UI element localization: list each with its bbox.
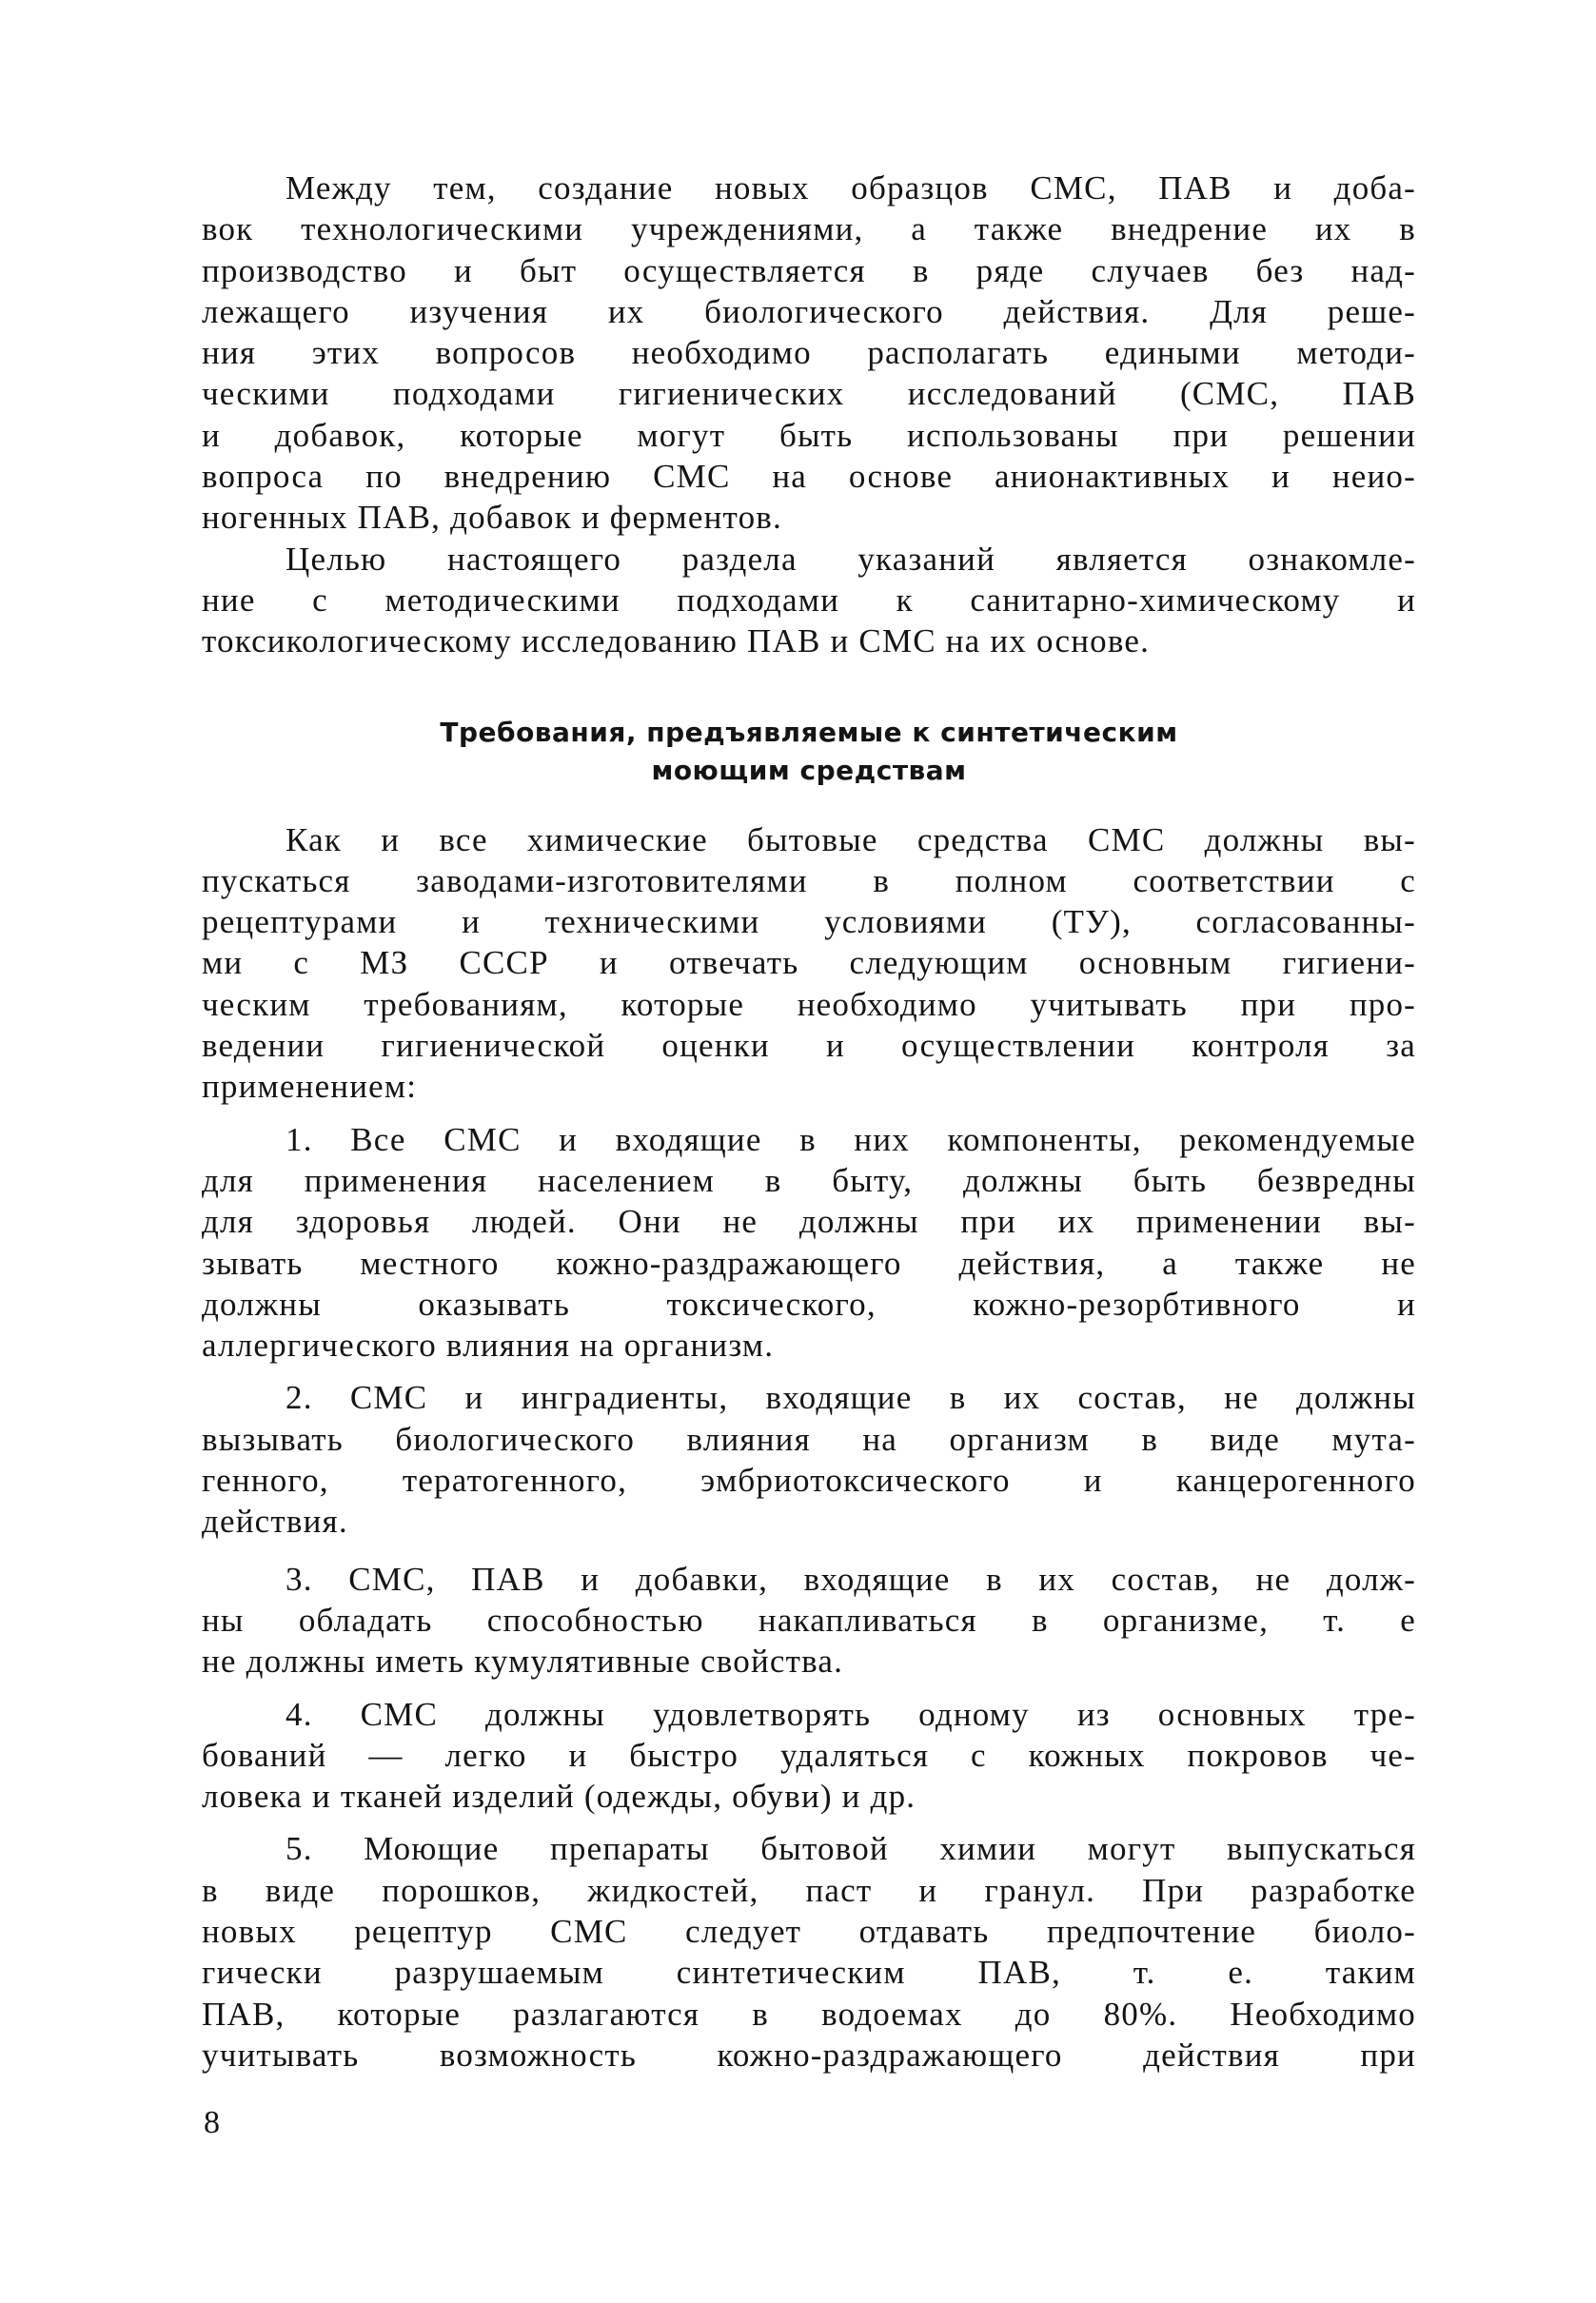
text-line: для применения населением в быту, должны быть безвредны — [202, 1161, 1416, 1199]
paragraph-requirements-intro — [202, 819, 1416, 1108]
text-line: лежащего изучения их биологического действия. Для реше- — [202, 292, 1416, 330]
page-number: 8 — [204, 2105, 220, 2140]
text-line: ческими подходами гигиенических исследований (СМС, ПАВ — [202, 375, 1416, 413]
heading-line: моющим средствам — [651, 754, 967, 786]
text-line: 1. Все СМС и входящие в них компоненты, рекомендуемые — [286, 1120, 1416, 1158]
text-line: Как и все химические бытовые средства СМС должны вы- — [286, 820, 1416, 858]
text-line: вопроса по внедрению СМС на основе анионактивных и неио- — [202, 458, 1416, 496]
requirement-item-1 — [202, 1119, 1416, 1367]
text-line: ПАВ, которые разлагаются в водоемах до 80%. Необходимо — [202, 1995, 1416, 2033]
requirement-item-3 — [202, 1559, 1416, 1683]
text-line: бований — легко и быстро удаляться с кожных покровов че- — [202, 1736, 1416, 1774]
text-line: для здоровья людей. Они не должны при их применении вы- — [202, 1203, 1416, 1241]
text-line: гически разрушаемым синтетическим ПАВ, т. е. таким — [202, 1954, 1416, 1992]
text-line: не должны иметь кумулятивные свойства. — [202, 1643, 844, 1681]
text-line: токсикологическому исследованию ПАВ и СМС на их основе. — [202, 622, 1151, 660]
text-line: ния этих вопросов необходимо располагать едиными методи- — [202, 334, 1416, 372]
requirement-item-5 — [202, 1828, 1416, 2076]
section-heading — [202, 714, 1416, 790]
document-page — [202, 167, 1416, 2076]
requirement-item-4 — [202, 1694, 1416, 1818]
text-line: генного, тератогенного, эмбриотоксического и канцерогенного — [202, 1462, 1416, 1500]
text-line: в виде порошков, жидкостей, паст и гранул. При разработке — [202, 1871, 1416, 1909]
text-line: аллергического влияния на организм. — [202, 1327, 775, 1365]
text-line: производство и быт осуществляется в ряде случаев без над- — [202, 251, 1416, 289]
text-line: ны обладать способностью накапливаться в организме, т. е — [202, 1601, 1416, 1639]
text-line: Между тем, создание новых образцов СМС, ПАВ и доба- — [286, 169, 1416, 207]
text-line: и добавок, которые могут быть использованы при решении — [202, 416, 1416, 454]
text-line: 5. Моющие препараты бытовой химии могут выпускаться — [286, 1830, 1416, 1868]
text-line: должны оказывать токсического, кожно-резорбтивного и — [202, 1285, 1416, 1323]
text-line: новых рецептур СМС следует отдавать предпочтение биоло- — [202, 1912, 1416, 1950]
text-line: 2. СМС и инградиенты, входящие в их состав, не должны — [286, 1379, 1416, 1417]
text-line: ловека и тканей изделий (одежды, обуви) и др. — [202, 1778, 916, 1816]
text-line: ние с методическими подходами к санитарно-химическому и — [202, 581, 1416, 619]
text-line: 3. СМС, ПАВ и добавки, входящие в их состав, не долж- — [286, 1560, 1416, 1598]
requirement-item-2 — [202, 1377, 1416, 1542]
text-line: зывать местного кожно-раздражающего действия, а также не — [202, 1244, 1416, 1282]
text-line: Целью настоящего раздела указаний является ознакомле- — [286, 540, 1416, 578]
text-line: ведении гигиенической оценки и осуществлении контроля за — [202, 1027, 1416, 1065]
heading-line: Требования, предъявляемые к синтетическим — [440, 716, 1178, 748]
text-line: учитывать возможность кожно-раздражающего действия при — [202, 2036, 1416, 2074]
paragraph-purpose — [202, 539, 1416, 662]
text-line: ногенных ПАВ, добавок и ферментов. — [202, 499, 782, 537]
text-line: ми с МЗ СССР и отвечать следующим основным гигиени- — [202, 944, 1416, 982]
text-line: действия. — [202, 1503, 348, 1541]
text-line: пускаться заводами-изготовителями в полном соответствии с — [202, 861, 1416, 899]
paragraph-intro — [202, 167, 1416, 539]
text-line: рецептурами и техническими условиями (ТУ), согласованны- — [202, 903, 1416, 941]
text-line: ческим требованиям, которые необходимо учитывать при про- — [202, 985, 1416, 1023]
text-line: 4. СМС должны удовлетворять одному из основных тре- — [286, 1695, 1416, 1733]
text-line: применением: — [202, 1068, 418, 1106]
text-line: вок технологическими учреждениями, а также внедрение их в — [202, 210, 1416, 248]
text-line: вызывать биологического влияния на организм в виде мута- — [202, 1420, 1416, 1458]
